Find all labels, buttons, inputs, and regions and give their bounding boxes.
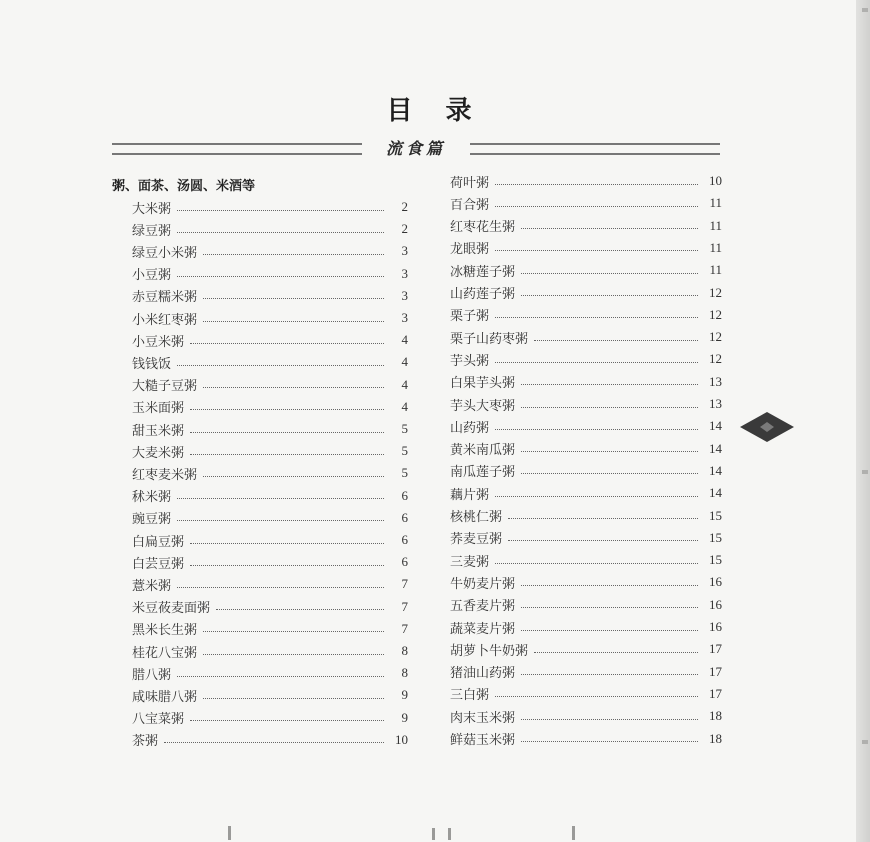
- toc-leader-dots: [203, 476, 384, 477]
- toc-entry-page: 3: [401, 243, 408, 259]
- toc-entry-title: 荞麦豆粥: [450, 532, 503, 548]
- toc-entry: [450, 482, 722, 504]
- toc-entry-title: 黑米长生粥: [132, 623, 198, 639]
- toc-entry-title: 芋头粥: [450, 353, 490, 369]
- toc-entry-title: 鲜菇玉米粥: [450, 733, 516, 748]
- toc-entry-title: 绿豆小米粥: [132, 245, 198, 261]
- category-heading: 粥、面茶、汤圆、米酒等: [112, 179, 256, 194]
- toc-leader-dots: [495, 496, 698, 497]
- toc-entry: [450, 348, 722, 370]
- toc-leader-dots: [203, 254, 384, 255]
- toc-entry-title: 白芸豆粥: [132, 556, 185, 572]
- toc-leader-dots: [190, 565, 384, 566]
- toc-entry: [132, 462, 408, 484]
- toc-entry-page: 14: [709, 440, 722, 456]
- toc-entry-page: 15: [709, 507, 722, 523]
- toc-entry: [132, 396, 408, 418]
- toc-entry-page: 9: [401, 709, 408, 725]
- toc-entry: [450, 571, 722, 593]
- toc-entry: [132, 329, 408, 351]
- edge-mark: [862, 740, 868, 744]
- toc-entry-page: 13: [709, 373, 722, 389]
- toc-entry-title: 猪油山药粥: [450, 666, 516, 682]
- toc-entry: [132, 485, 408, 507]
- toc-entry: [132, 551, 408, 573]
- toc-entry-page: 7: [401, 620, 408, 636]
- toc-entry: [450, 594, 722, 616]
- toc-entry: [132, 307, 408, 329]
- toc-entry-page: 8: [401, 665, 408, 681]
- toc-entry-page: 2: [401, 221, 408, 237]
- toc-entry-title: 百合粥: [450, 197, 490, 213]
- toc-entry-page: 2: [401, 199, 408, 214]
- footer-mark: [228, 826, 231, 840]
- toc-leader-dots: [190, 543, 384, 544]
- toc-leader-dots: [190, 432, 384, 433]
- toc-entry: [450, 527, 722, 549]
- toc-entry: [132, 662, 408, 684]
- toc-entry: [132, 218, 408, 240]
- toc-entry-page: 15: [709, 529, 722, 545]
- toc-entry-title: 栗子粥: [450, 309, 490, 325]
- toc-entry-page: 14: [709, 485, 722, 501]
- toc-entry-title: 白扁豆粥: [132, 534, 185, 550]
- toc-entry: [132, 707, 408, 729]
- toc-entry-title: 八宝菜粥: [132, 712, 185, 728]
- toc-entry-title: 荷叶粥: [450, 175, 490, 191]
- toc-entry-title: 栗子山药枣粥: [450, 331, 529, 347]
- toc-entry-title: 桂花八宝粥: [132, 645, 198, 661]
- toc-entry: [450, 304, 722, 326]
- toc-entry-page: 4: [401, 354, 408, 370]
- toc-entry-title: 大糙子豆粥: [132, 379, 198, 395]
- toc-entry: [450, 371, 722, 393]
- toc-leader-dots: [495, 184, 698, 185]
- toc-entry-title: 山药莲子粥: [450, 287, 516, 302]
- toc-leader-dots: [190, 720, 384, 721]
- toc-leader-dots: [495, 317, 698, 318]
- page-title: 目 录: [386, 96, 484, 126]
- footer-mark: [572, 826, 575, 840]
- toc-leader-dots: [190, 409, 384, 410]
- toc-entry-page: 18: [709, 730, 722, 746]
- toc-entry: [450, 438, 722, 460]
- toc-entry-title: 白果芋头粥: [450, 376, 516, 392]
- toc-leader-dots: [521, 607, 698, 608]
- toc-leader-dots: [177, 587, 384, 588]
- toc-entry-title: 山药粥: [450, 420, 490, 436]
- toc-entry-title: 红枣花生粥: [450, 220, 516, 236]
- toc-entry: [132, 285, 408, 307]
- toc-leader-dots: [190, 343, 384, 344]
- toc-entry-page: 12: [709, 351, 722, 367]
- toc-entry: [450, 415, 722, 437]
- toc-entry-page: 4: [401, 332, 408, 348]
- toc-entry-page: 3: [401, 265, 408, 281]
- toc-leader-dots: [521, 451, 698, 452]
- toc-entry: [132, 618, 408, 640]
- toc-leader-dots: [216, 609, 384, 610]
- toc-entry-title: 肉末玉米粥: [450, 710, 516, 726]
- toc-entry: [450, 192, 722, 214]
- toc-entry: [132, 196, 408, 218]
- toc-entry: [132, 240, 408, 262]
- toc-entry-page: 8: [401, 643, 408, 658]
- section-title: 流食篇: [112, 136, 720, 159]
- toc-entry-title: 芋头大枣粥: [450, 398, 516, 414]
- toc-entry-page: 14: [709, 418, 722, 434]
- toc-entry-page: 7: [401, 598, 408, 614]
- toc-entry-page: 9: [401, 687, 408, 703]
- toc-entry-page: 17: [709, 641, 722, 657]
- toc-entry-title: 冰糖莲子粥: [450, 264, 516, 280]
- toc-entry: [450, 616, 722, 638]
- toc-entry: [450, 728, 722, 750]
- toc-leader-dots: [521, 384, 698, 385]
- toc-entry-page: 12: [709, 306, 722, 322]
- toc-entry-title: 大麦米粥: [132, 445, 185, 461]
- toc-entry-title: 三麦粥: [450, 554, 490, 570]
- toc-entry-title: 咸味腊八粥: [132, 689, 198, 705]
- toc-entry-page: 11: [709, 217, 722, 233]
- toc-entry-page: 17: [709, 663, 722, 679]
- toc-entry-page: 15: [709, 552, 722, 568]
- toc-entry: [132, 418, 408, 440]
- page-footer-marks: [0, 820, 870, 842]
- toc-entry-title: 黄米南瓜粥: [450, 443, 516, 459]
- toc-leader-dots: [495, 362, 698, 363]
- toc-entry: [450, 460, 722, 482]
- toc-leader-dots: [521, 407, 698, 408]
- toc-entry-page: 5: [401, 443, 408, 459]
- toc-leader-dots: [177, 276, 384, 277]
- toc-entry-page: 11: [709, 262, 722, 278]
- toc-entry: [132, 351, 408, 373]
- toc-entry-title: 小豆粥: [132, 268, 172, 284]
- toc-entry-page: 10: [709, 173, 722, 188]
- toc-leader-dots: [521, 719, 698, 720]
- toc-entry: [132, 640, 408, 662]
- toc-entry-title: 茶粥: [132, 734, 159, 750]
- tab-diamond-icon: [740, 412, 794, 442]
- toc-entry: [132, 729, 408, 751]
- toc-entry-title: 牛奶麦片粥: [450, 576, 516, 592]
- toc-entry-page: 3: [401, 310, 408, 325]
- toc-entry-title: 薏米粥: [132, 578, 172, 594]
- toc-leader-dots: [177, 232, 384, 233]
- toc-entry-page: 3: [401, 287, 408, 303]
- toc-leader-dots: [521, 741, 698, 742]
- toc-leader-dots: [177, 520, 384, 521]
- toc-leader-dots: [521, 473, 698, 474]
- toc-leader-dots: [203, 654, 384, 655]
- toc-leader-dots: [203, 321, 384, 322]
- toc-entry: [132, 440, 408, 462]
- toc-entry-page: 12: [709, 329, 722, 345]
- toc-entry: [450, 393, 722, 415]
- toc-entry-page: 6: [401, 532, 408, 547]
- footer-mark: [448, 828, 451, 840]
- edge-mark: [862, 470, 868, 474]
- toc-leader-dots: [508, 518, 698, 519]
- toc-entry-page: 6: [401, 554, 408, 570]
- toc-leader-dots: [495, 696, 698, 697]
- toc-entry: [450, 683, 722, 705]
- toc-leader-dots: [521, 630, 698, 631]
- toc-leader-dots: [203, 698, 384, 699]
- toc-leader-dots: [495, 206, 698, 207]
- toc-entry: [450, 259, 722, 281]
- toc-entry-title: 三白粥: [450, 688, 490, 704]
- toc-entry-page: 5: [401, 465, 408, 481]
- toc-leader-dots: [508, 540, 698, 541]
- toc-entry: [132, 263, 408, 285]
- footer-mark: [432, 828, 435, 840]
- toc-entry-page: 16: [709, 619, 722, 634]
- toc-entry-page: 12: [709, 284, 722, 300]
- toc-entry-page: 14: [709, 462, 722, 478]
- toc-entry-title: 胡萝卜牛奶粥: [450, 643, 529, 659]
- toc-entry-page: 18: [709, 708, 722, 724]
- toc-leader-dots: [521, 585, 698, 586]
- toc-entry-title: 小米红枣粥: [132, 312, 198, 328]
- toc-entry: [132, 374, 408, 396]
- toc-leader-dots: [521, 295, 698, 296]
- toc-entry: [450, 638, 722, 660]
- toc-entry-title: 秫米粥: [132, 490, 172, 506]
- toc-entry-page: 11: [709, 239, 722, 255]
- toc-entry: [450, 326, 722, 348]
- toc-entry-page: 4: [401, 376, 408, 392]
- toc-entry-title: 赤豆糯米粥: [132, 290, 198, 306]
- toc-entry-title: 红枣麦米粥: [132, 467, 198, 483]
- toc-entry-title: 小豆米粥: [132, 334, 185, 350]
- toc-entry: [132, 529, 408, 551]
- toc-entry: [132, 507, 408, 529]
- toc-leader-dots: [203, 387, 384, 388]
- toc-entry-page: 6: [401, 509, 408, 525]
- toc-leader-dots: [534, 652, 698, 653]
- toc-leader-dots: [495, 250, 698, 251]
- toc-leader-dots: [534, 340, 698, 341]
- toc-entry-page: 4: [401, 398, 408, 414]
- toc-entry-title: 米豆莜麦面粥: [132, 601, 211, 617]
- toc-entry-title: 五香麦片粥: [450, 599, 516, 615]
- toc-entry: [450, 215, 722, 237]
- toc-entry: [450, 282, 722, 304]
- toc-entry-page: 7: [401, 576, 408, 592]
- toc-entry: [132, 684, 408, 706]
- toc-leader-dots: [521, 273, 698, 274]
- toc-leader-dots: [203, 298, 384, 299]
- toc-leader-dots: [521, 674, 698, 675]
- edge-mark: [862, 8, 868, 12]
- toc-leader-dots: [495, 429, 698, 430]
- toc-leader-dots: [177, 676, 384, 677]
- toc-entry: [450, 549, 722, 571]
- toc-entry-title: 腊八粥: [132, 667, 172, 683]
- toc-entry-title: 龙眼粥: [450, 242, 490, 258]
- toc-entry-title: 钱钱饭: [132, 356, 172, 372]
- toc-entry-title: 甜玉米粥: [132, 423, 185, 439]
- toc-entry-title: 南瓜莲子粥: [450, 465, 516, 481]
- toc-entry-page: 10: [395, 731, 408, 747]
- toc-entry-page: 16: [709, 574, 722, 590]
- toc-entry-page: 11: [709, 195, 722, 211]
- toc-entry: [450, 705, 722, 727]
- toc-entry-page: 16: [709, 596, 722, 612]
- toc-entry-page: 6: [401, 487, 408, 503]
- toc-entry: [450, 505, 722, 527]
- toc-leader-dots: [164, 742, 384, 743]
- toc-entry-title: 蔬菜麦片粥: [450, 621, 516, 637]
- toc-entry-title: 豌豆粥: [132, 512, 172, 528]
- toc-leader-dots: [190, 454, 384, 455]
- toc-leader-dots: [521, 228, 698, 229]
- toc-entry: [450, 661, 722, 683]
- toc-entry-page: 5: [401, 421, 408, 436]
- toc-leader-dots: [495, 563, 698, 564]
- toc-leader-dots: [203, 631, 384, 632]
- toc-entry-title: 核桃仁粥: [450, 510, 503, 525]
- toc-entry: [450, 237, 722, 259]
- toc-entry-title: 玉米面粥: [132, 401, 185, 417]
- toc-entry: [132, 596, 408, 618]
- toc-entry-page: 17: [709, 685, 722, 701]
- toc-leader-dots: [177, 365, 384, 366]
- toc-entry-title: 藕片粥: [450, 487, 490, 503]
- toc-entry-title: 大米粥: [132, 201, 172, 217]
- toc-leader-dots: [177, 210, 384, 211]
- toc-entry-page: 13: [709, 396, 722, 411]
- toc-entry: [450, 170, 722, 192]
- toc-entry-title: 绿豆粥: [132, 223, 172, 239]
- section-divider: [112, 136, 720, 158]
- toc-leader-dots: [177, 498, 384, 499]
- toc-entry: [132, 573, 408, 595]
